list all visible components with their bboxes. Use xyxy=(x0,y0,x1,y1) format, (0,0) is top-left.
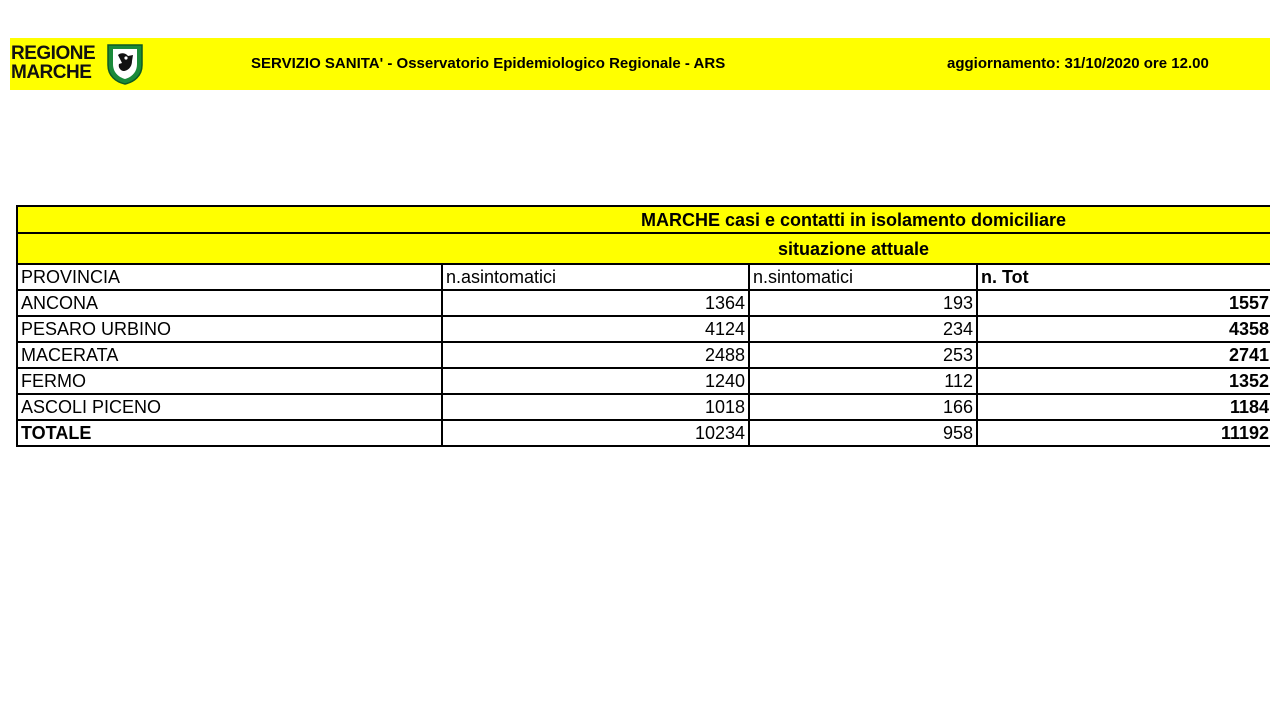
isolation-table-container xyxy=(16,205,1270,469)
cell-provincia: MACERATA xyxy=(17,342,442,368)
header-bar xyxy=(10,38,1270,90)
cell-provincia: PESARO URBINO xyxy=(17,316,442,342)
cell-sintomatici: 193 xyxy=(749,290,977,316)
cell-total-tot: 11192 xyxy=(977,420,1270,446)
table-row xyxy=(17,316,1270,342)
cell-total-label: TOTALE xyxy=(17,420,442,446)
service-title: SERVIZIO SANITA' - Osservatorio Epidemiologico Regionale - ARS xyxy=(251,55,726,72)
cell-asintomatici: 1018 xyxy=(442,394,749,420)
cell-asintomatici: 1364 xyxy=(442,290,749,316)
isolation-table xyxy=(16,205,1270,447)
logo-line-1: REGIONE xyxy=(11,43,96,64)
cell-sintomatici: 166 xyxy=(749,394,977,420)
cell-total-asintomatici: 10234 xyxy=(442,420,749,446)
cell-sintomatici: 112 xyxy=(749,368,977,394)
cell-asintomatici: 4124 xyxy=(442,316,749,342)
table-row xyxy=(17,342,1270,368)
table-row xyxy=(17,394,1270,420)
shield-icon xyxy=(106,43,144,85)
cell-tot: 2741 xyxy=(977,342,1270,368)
cell-sintomatici: 253 xyxy=(749,342,977,368)
cell-tot: 4358 xyxy=(977,316,1270,342)
table-title: MARCHE casi e contatti in isolamento domiciliare xyxy=(17,206,1270,233)
column-header-tot: n. Tot xyxy=(977,264,1270,290)
column-header-sintomatici: n.sintomatici xyxy=(749,264,977,290)
update-timestamp: aggiornamento: 31/10/2020 ore 12.00 xyxy=(947,55,1209,72)
cell-asintomatici: 1240 xyxy=(442,368,749,394)
cell-total-sintomatici: 958 xyxy=(749,420,977,446)
table-subtitle: situazione attuale xyxy=(17,233,1270,264)
total-row xyxy=(17,420,1270,446)
column-header-provincia: PROVINCIA xyxy=(17,264,442,290)
cell-sintomatici: 234 xyxy=(749,316,977,342)
cell-tot: 1352 xyxy=(977,368,1270,394)
cell-provincia: FERMO xyxy=(17,368,442,394)
logo-text xyxy=(11,44,95,82)
column-header-row xyxy=(17,264,1270,290)
table-title-row xyxy=(17,206,1270,233)
table-row xyxy=(17,290,1270,316)
cell-tot: 1184 xyxy=(977,394,1270,420)
cell-provincia: ASCOLI PICENO xyxy=(17,394,442,420)
column-header-asintomatici: n.asintomatici xyxy=(442,264,749,290)
cell-provincia: ANCONA xyxy=(17,290,442,316)
table-row xyxy=(17,368,1270,394)
cell-tot: 1557 xyxy=(977,290,1270,316)
cell-asintomatici: 2488 xyxy=(442,342,749,368)
regione-marche-logo xyxy=(11,42,151,86)
table-subtitle-row xyxy=(17,233,1270,264)
logo-line-2: MARCHE xyxy=(11,62,92,83)
